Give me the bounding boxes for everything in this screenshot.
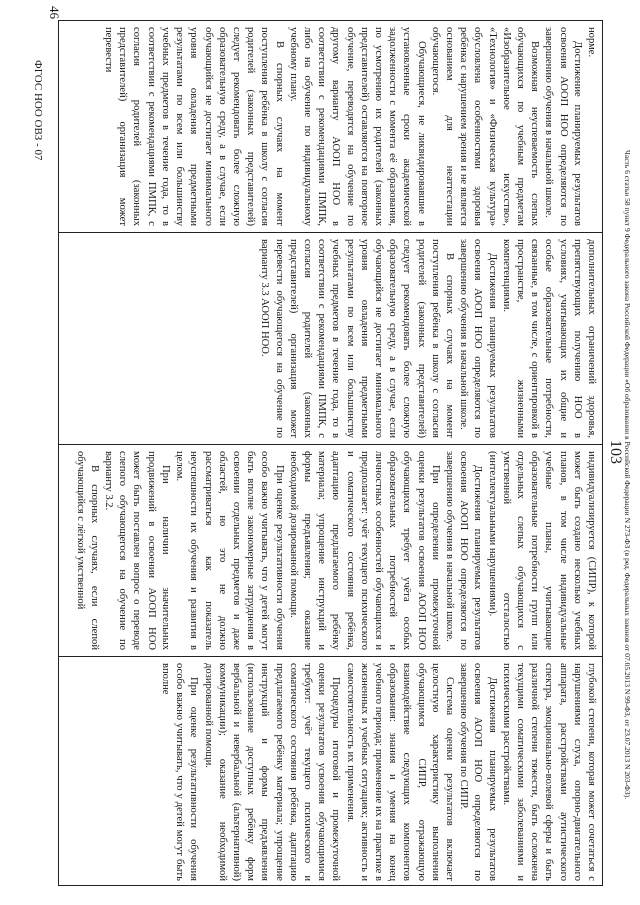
- paragraph: В спорных случаях на момент поступления ребёнка в школу с согласия родителей (законных представителей) следует рекомендовать более сложную образовательную среду, а в случае, если обучающийся не достигает минимального уровня овладения предметными результатами по всем или большинству учебных предметов в течение года, то в соответствии с рекомендациями ПМПК, с согласия родителей (законных представителей) организация может перевести обучающегося на обучение по варианту 3.3 АООП НОО.: [259, 239, 455, 438]
- paragraph: дополнительных ограничений здоровья, препятствующих получению НОО в условиях, учитывающих их общие и особые образовательные потребности, связанные, в том числе, с ориентировкой в пространстве, жизненными компетенциями.: [500, 239, 597, 438]
- paragraph: При оценке результативности обучения особо важно учитывать, что у детей могут быть вполне закономерные затруднения в освоении отдельных предметов и даже областей, но это не должно рассматриваться как показатель неуспешности их обучения и развития в целом.: [174, 451, 285, 650]
- standard-table: [58, 20, 603, 886]
- page-number-bottom: 46: [47, 6, 62, 19]
- paragraph: Достижения планируемых результатов освоения АООП НОО определяются по завершению обучения по СИПР.: [458, 663, 498, 881]
- paragraph: Обучающиеся, не ликвидировавшие в установленные сроки академической задолженности с момента её образования, по усмотрению их родителей (законных представителей) оставляются на повторное обучение, переводятся на обучение по другому варианту АООП НОО в соответствии с рекомендациями ПМПК, либо на обучение по индивидуальному учебному плану.: [287, 27, 427, 226]
- document-code: ФГОС НОО ОВЗ - 07: [32, 60, 44, 161]
- column-variant-4: [59, 657, 602, 887]
- paragraph: При наличии значительных продвижений в освоении АООП НОО может быть поставлен вопрос о переводе слепого обучающегося на обучение по варианту 3.2.: [103, 451, 171, 650]
- paragraph: глубокой степени, которая может сочетаться с нарушениями слуха, опорно-двигательного аппарата, расстройствами аутистического спектра, эмоционально-волевой сферы и быть различной степени тяжести, быть осложнена текущими соматическими заболеваниями и психическими расстройствами.: [500, 663, 597, 881]
- paragraph: Достижение планируемых результатов освоения АООП НОО определяются по завершению обучения в начальной школе.: [543, 27, 583, 226]
- paragraph: Достижения планируемых результатов освоения АООП НОО определяются по завершению обучения в начальной школе.: [443, 451, 484, 650]
- paragraph: При оценке результативности обучения особо важно учитывать, что у детей могут быть вполне: [159, 663, 200, 881]
- paragraph: индивидуализируется (СИПР), к которой может быть создано несколько учебных планов, в том числе индивидуальные учебные планы, учитывающие образовательные потребности групп или отдельных слепых обучающихся с умственной отсталостью (интеллектуальными нарушениями).: [486, 451, 597, 650]
- page-number-top: 103: [607, 440, 624, 464]
- column-variant-3: [59, 445, 602, 657]
- paragraph: В спорных случаях на момент поступления ребёнка в школу с согласия родителей (законных представителей) следует рекомендовать более сложную образовательную среду, а в случае, если обучающийся не достигает минимального уровня овладения предметными результатами по всем или большинству учебных предметов в течение года, то в соответствии с рекомендациями ПМПК, с согласия родителей (законных представителей) организация может перевести: [103, 27, 285, 226]
- paragraph: Процедуры итоговой и промежуточной оценки результатов усвоения обучающимися требуют: учёт текущего психического и соматического состояния ребёнка, адаптацию предлагаемого ребёнку материала; упрощение инструкций и формы предъявления (использование доступных ребёнку форм вербальной и невербальной (альтернативной) коммуникации); оказание необходимой дозированной помощи.: [202, 663, 342, 881]
- law-footnote: Часть 6 статьи 58 пункт 9 Федерального закона Российской Федерации «Об образовании в Российской Федерации N 273-ФЗ (в ред. Федеральных законов от 07.05.2013 N 99-ФЗ, от 23.07.2013 N 203-ФЗ).: [623, 150, 632, 800]
- paragraph: Возможная неуспеваемость слепых обучающихся по учебным предметам «Изобразительное искусство», «Технология» и «Физическая культура» обусловлена особенностями здоровья ребёнка с нарушением зрения и не является основанием для неаттестации обучающегося.: [429, 27, 541, 226]
- column-variant-2: [59, 233, 602, 445]
- paragraph: Система оценки результатов включает целостную характеристику выполнения обучающимся СИПР, отражающую взаимодействие следующих компонентов образования: знания и умения на конец учебного периода; применение их на практике в жизненных и учебных ситуациях; активность и самостоятельность их применения.: [344, 663, 455, 881]
- paragraph: норме.: [586, 27, 597, 58]
- paragraph: В спорных случаях, если слепой обучающийся с лёгкой умственной: [74, 451, 100, 650]
- paragraph: Достижения планируемых результатов освоения АООП НОО определяются по завершению обучения в начальной школе.: [458, 239, 498, 438]
- column-variant-1: [59, 21, 602, 233]
- paragraph: При определении промежуточной оценки результатов освоения АООП НОО обучающихся требует учёта особых образовательных потребностей и личностных особенностей обучающихся и предполагает: учёт текущего психического и соматического состояния ребёнка, адаптацию предлагаемого ребёнку материала; упрощение инструкций и формы предъявления; оказание необходимой дозированной помощи.: [287, 451, 441, 650]
